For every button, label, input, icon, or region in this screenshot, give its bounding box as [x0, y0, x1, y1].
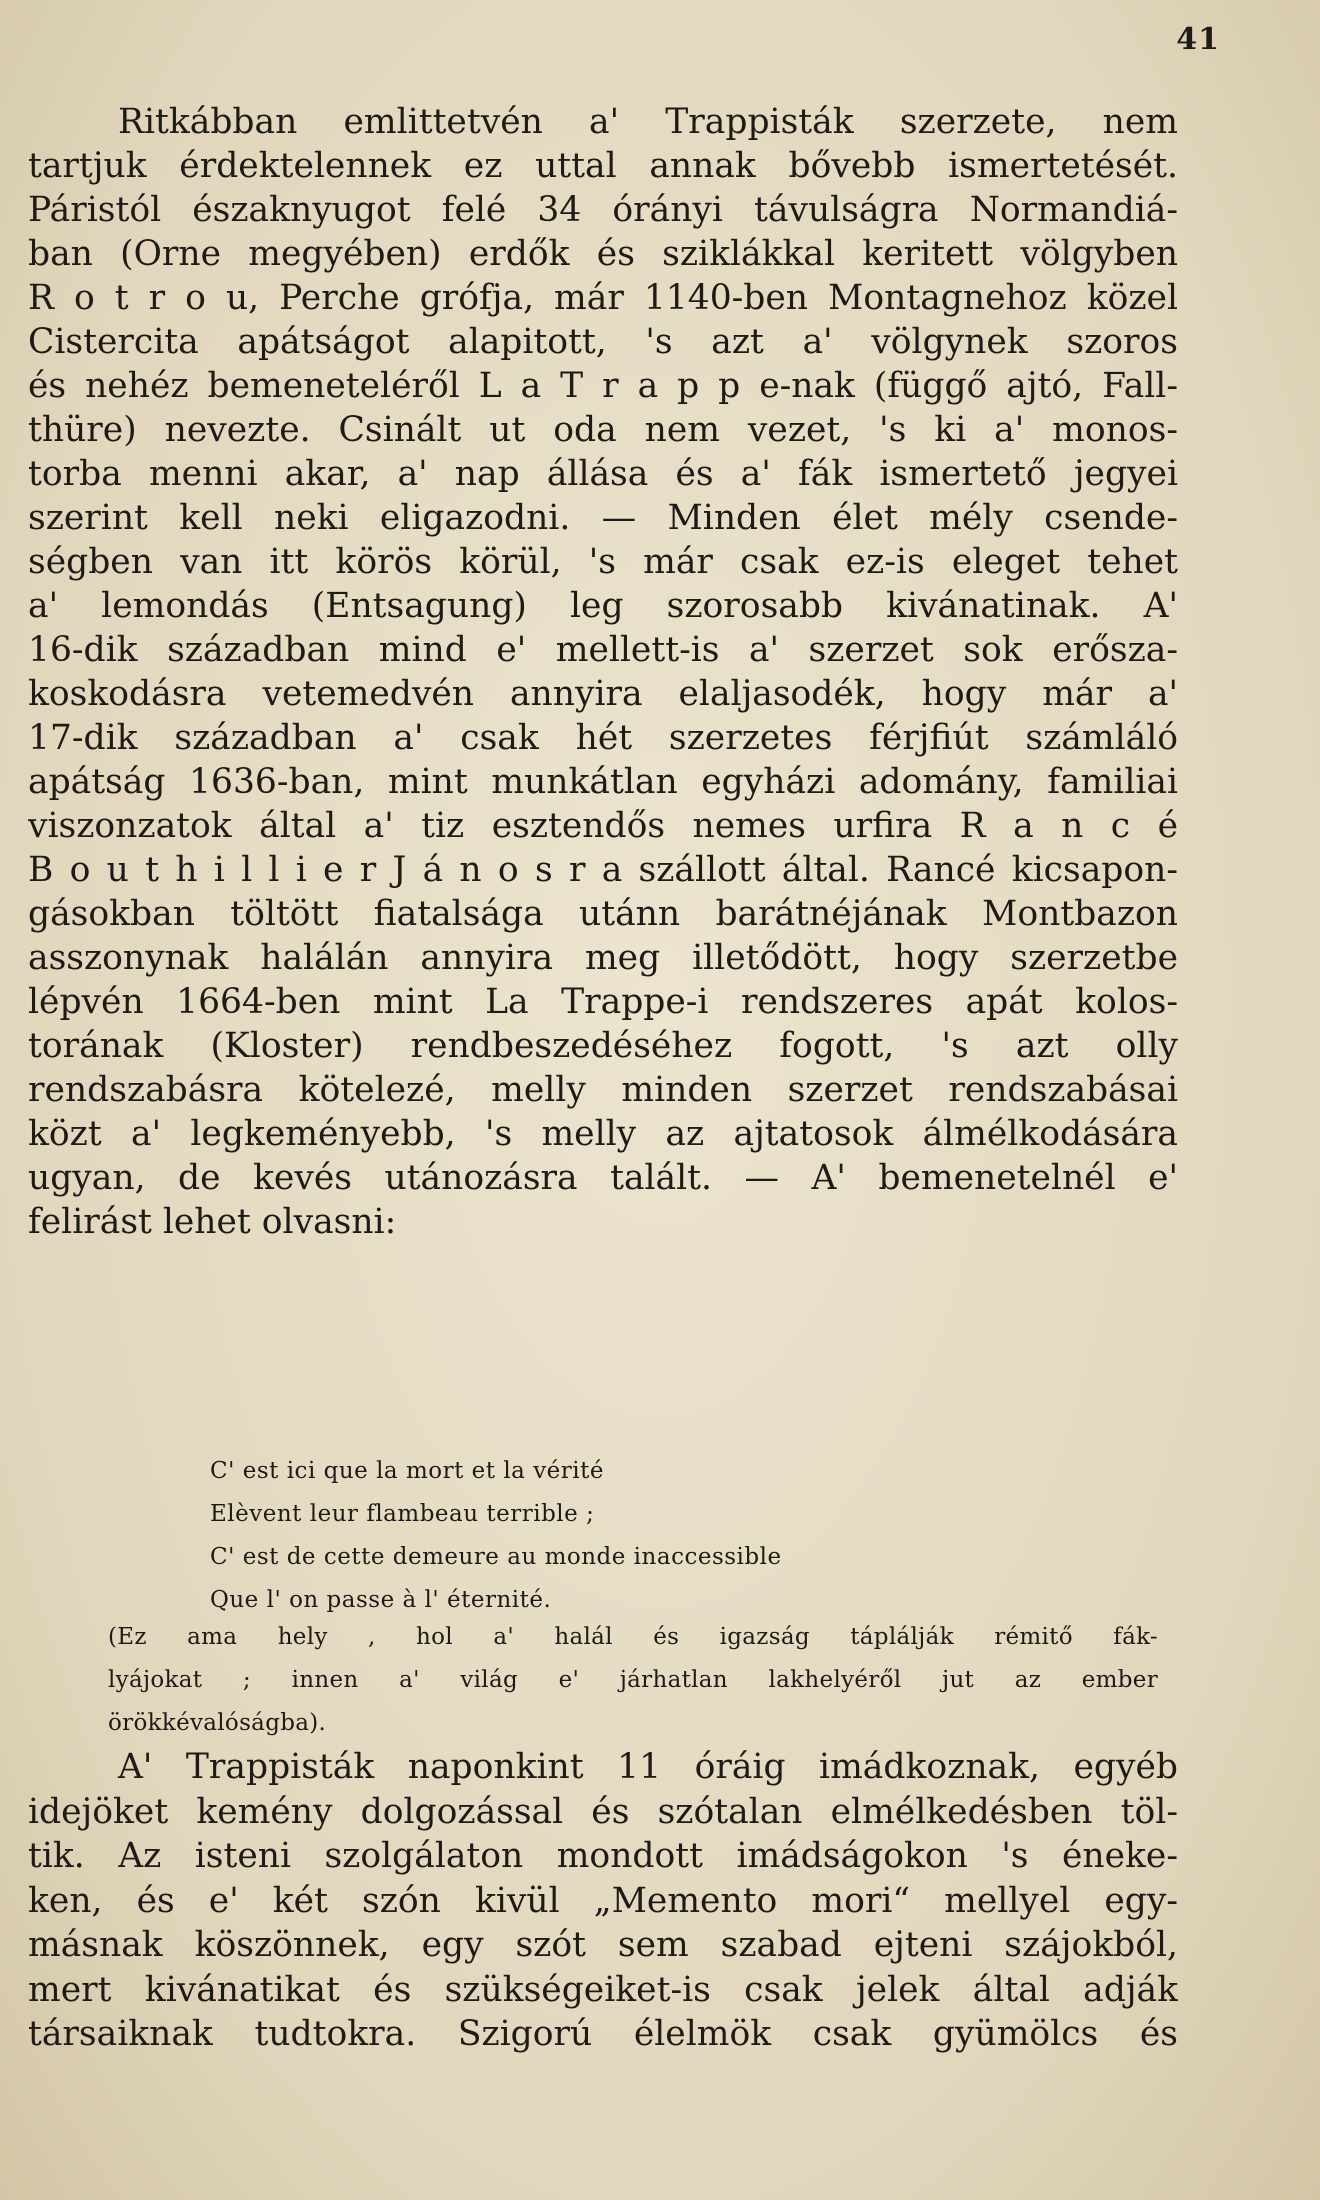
text-line: gásokban töltött fiatalsága utánn barátnéjának Montbazon [28, 894, 1178, 934]
paragraph-2 [28, 1745, 1178, 2057]
translation-note [108, 1616, 1158, 1745]
text-line: torának (Kloster) rendbeszedéséhez fogott, 's azt olly [28, 1026, 1178, 1066]
french-verse [210, 1450, 782, 1622]
text-line: B o u t h i l l i e r J á n o s r a szállott által. Rancé kicsapon- [28, 850, 1178, 890]
text-line: idejöket kemény dolgozással és szótalan elmélkedésben töl- [28, 1791, 1178, 1832]
note-line: lyájokat ; innen a' világ e' járhatlan lakhelyéről jut az ember [108, 1667, 1158, 1693]
text-line: mert kivánatikat és szükségeiket-is csak jelek által adják [28, 1969, 1178, 2010]
text-line: a' lemondás (Entsagung) leg szorosabb kivánatinak. A' [28, 586, 1178, 626]
text-line: 17-dik században a' csak hét szerzetes férjfiút számláló [28, 718, 1178, 758]
note-line: (Ez ama hely , hol a' halál és igazság táplálják rémitő fák- [108, 1624, 1158, 1650]
text-line: apátság 1636-ban, mint munkátlan egyházi adomány, familiai [28, 762, 1178, 802]
text-line: koskodásra vetemedvén annyira elaljasodék, hogy már a' [28, 674, 1178, 714]
verse-line: C' est de cette demeure au monde inaccessible [210, 1544, 782, 1570]
text-line: Páristól északnyugot felé 34 órányi távulságra Normandiá- [28, 190, 1178, 230]
text-line: ségben van itt körös körül, 's már csak ez-is eleget tehet [28, 542, 1178, 582]
text-line: lépvén 1664-ben mint La Trappe-i rendszeres apát kolos- [28, 982, 1178, 1022]
text-line: Cistercita apátságot alapitott, 's azt a' völgynek szoros [28, 322, 1178, 362]
text-line: ban (Orne megyében) erdők és sziklákkal keritett völgyben [28, 234, 1178, 274]
verse-line: Que l' on passe à l' éternité. [210, 1587, 552, 1613]
text-line: tartjuk érdektelennek ez uttal annak bővebb ismertetését. [28, 146, 1178, 186]
page-number: 41 [1176, 22, 1220, 57]
text-line: szerint kell neki eligazodni. — Minden élet mély csende- [28, 498, 1178, 538]
text-line: torba menni akar, a' nap állása és a' fák ismertető jegyei [28, 454, 1178, 494]
text-line: közt a' legkeményebb, 's melly az ajtatosok álmélkodására [28, 1114, 1178, 1154]
text-line: viszonzatok által a' tiz esztendős nemes urfira R a n c é [28, 806, 1178, 846]
text-line: 16-dik században mind e' mellett-is a' szerzet sok erősza- [28, 630, 1178, 670]
note-line: örökkévalóságba). [108, 1710, 327, 1736]
paragraph-1 [28, 100, 1178, 1244]
text-line: Ritkábban emlittetvén a' Trappisták szerzete, nem [118, 102, 1178, 142]
text-line: ken, és e' két szón kivül „Memento mori“ mellyel egy- [28, 1880, 1178, 1921]
text-line: társaiknak tudtokra. Szigorú élelmök csak gyümölcs és [28, 2014, 1178, 2054]
text-line: ugyan, de kevés utánozásra talált. — A' bemenetelnél e' [28, 1158, 1178, 1198]
text-line: és nehéz bemeneteléről L a T r a p p e-nak (függő ajtó, Fall- [28, 366, 1178, 406]
text-line: A' Trappisták naponkint 11 óráig imádkoznak, egyéb [118, 1747, 1178, 1787]
verse-line: C' est ici que la mort et la vérité [210, 1458, 605, 1484]
text-line: tik. Az isteni szolgálaton mondott imádságokon 's éneke- [28, 1836, 1178, 1876]
text-line: rendszabásra kötelezé, melly minden szerzet rendszabásai [28, 1070, 1178, 1110]
text-line: thüre) nevezte. Csinált ut oda nem vezet, 's ki a' monos- [28, 410, 1178, 450]
text-line: másnak köszönnek, egy szót sem szabad ejteni szájokból, [28, 1925, 1178, 1965]
text-line: felirást lehet olvasni: [28, 1202, 397, 1242]
text-line: R o t r o u, Perche grófja, már 1140-ben Montagnehoz közel [28, 278, 1178, 318]
verse-line: Elèvent leur flambeau terrible ; [210, 1501, 595, 1527]
text-line: asszonynak halálán annyira meg illetődött, hogy szerzetbe [28, 938, 1178, 978]
